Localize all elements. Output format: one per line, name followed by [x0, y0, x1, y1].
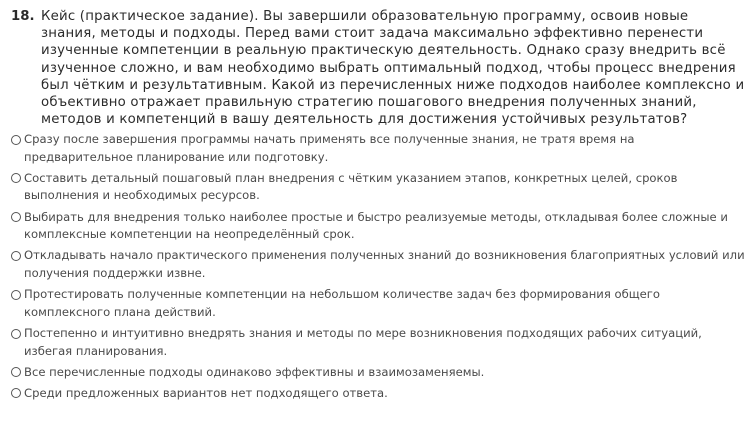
answer-option-7[interactable]	[11, 364, 746, 382]
answer-option-6[interactable]	[11, 325, 746, 360]
radio-button-4[interactable]	[11, 251, 21, 261]
radio-button-3[interactable]	[11, 212, 21, 222]
radio-button-5[interactable]	[11, 290, 21, 300]
answer-option-label: Все перечисленные подходы одинаково эффективны и взаимозаменяемы.	[24, 364, 485, 379]
question-block	[11, 6, 746, 128]
answer-option-8[interactable]	[11, 385, 746, 403]
radio-button-1[interactable]	[11, 135, 21, 145]
answer-option-4[interactable]	[11, 247, 746, 282]
answer-option-label: Составить детальный пошаговый план внедрения с чётким указанием этапов, конкретных целей, сроков выполнения и необходимых ресурсов.	[24, 170, 678, 203]
answer-option-2[interactable]	[11, 170, 746, 205]
answer-options-list	[11, 131, 746, 406]
answer-option-5[interactable]	[11, 286, 746, 321]
answer-option-1[interactable]	[11, 131, 746, 166]
answer-option-label: Выбирать для внедрения только наиболее простые и быстро реализуемые методы, откладывая более сложные и комплексные компетенции на неопределённый срок.	[24, 209, 728, 242]
radio-button-6[interactable]	[11, 329, 21, 339]
radio-button-7[interactable]	[11, 367, 21, 377]
answer-option-3[interactable]	[11, 209, 746, 244]
answer-option-label: Постепенно и интуитивно внедрять знания и методы по мере возникновения подходящих рабочих ситуаций, избегая планирования.	[24, 325, 702, 358]
radio-button-8[interactable]	[11, 388, 21, 398]
radio-button-2[interactable]	[11, 173, 21, 183]
question-text: Кейс (практическое задание). Вы завершили образовательную программу, освоив новые знания, методы и подходы. Перед вами стоит задача максимально эффективно перенести изученные компетенции в реальную практическую деятельность. Однако сразу внедрить всё изученное сложно, и вам необходимо выбрать оптимальный подход, чтобы процесс внедрения был чётким и результативным. Какой из перечисленных ниже подходов наиболее комплексно и объективно отражает правильную стратегию пошагового внедрения полученных знаний, методов и компетенций в вашу деятельность для достижения устойчивых результатов?	[41, 9, 745, 128]
answer-option-label: Сразу после завершения программы начать применять все полученные знания, не тратя время на предварительное планирование или подготовку.	[24, 132, 635, 164]
answer-option-label: Среди предложенных вариантов нет подходящего ответа.	[24, 385, 388, 400]
answer-option-label: Протестировать полученные компетенции на небольшом количестве задач без формирования общего комплексного плана действий.	[24, 287, 660, 319]
question-number: 18.	[11, 9, 35, 24]
answer-option-label: Откладывать начало практического применения полученных знаний до возникновения благоприятных условий или получения поддержки извне.	[24, 248, 745, 280]
